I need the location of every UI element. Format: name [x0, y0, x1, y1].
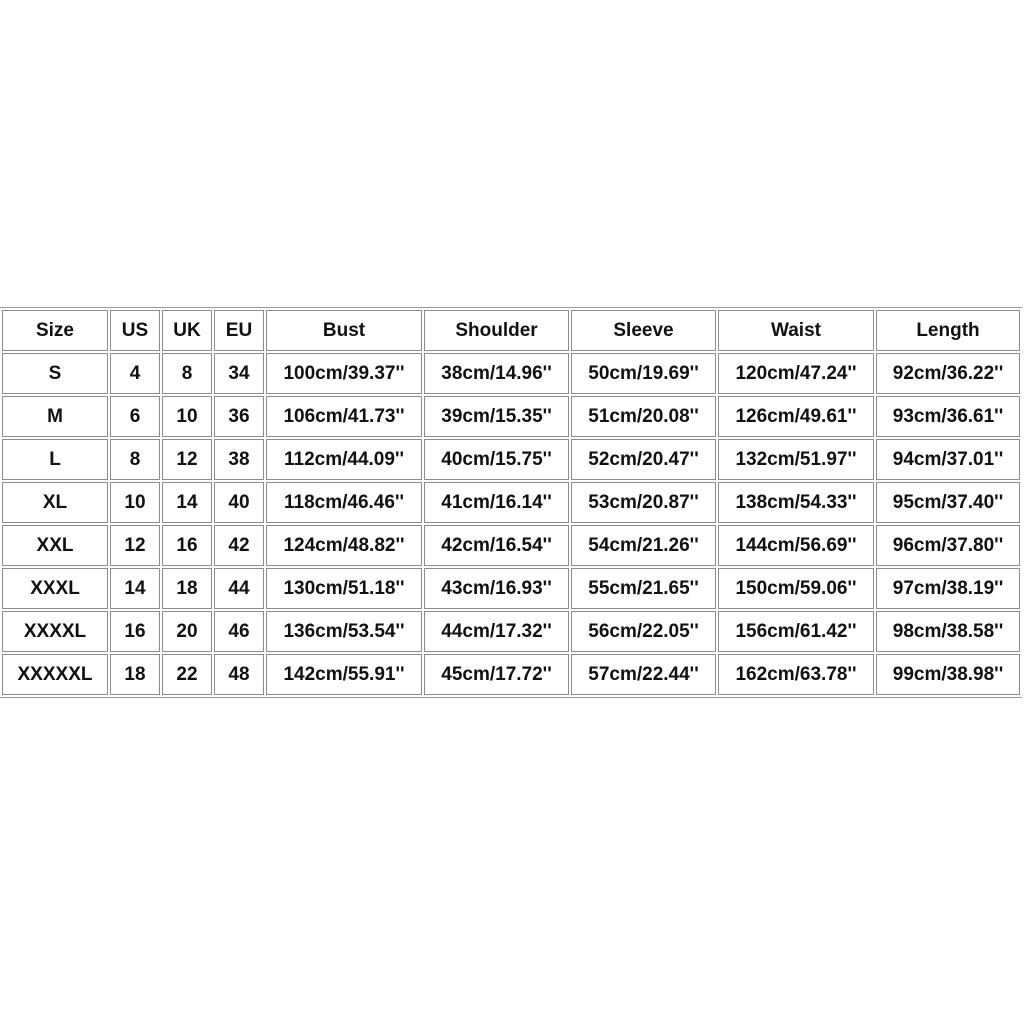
cell-bust: 118cm/46.46'' — [266, 482, 422, 523]
cell-bust: 142cm/55.91'' — [266, 654, 422, 695]
cell-bust: 136cm/53.54'' — [266, 611, 422, 652]
header-cell-size: Size — [2, 310, 108, 351]
cell-sleeve: 51cm/20.08'' — [571, 396, 716, 437]
cell-length: 94cm/37.01'' — [876, 439, 1020, 480]
cell-eu: 36 — [214, 396, 264, 437]
cell-sleeve: 53cm/20.87'' — [571, 482, 716, 523]
cell-eu: 48 — [214, 654, 264, 695]
table-row — [2, 482, 1020, 523]
cell-shoulder: 38cm/14.96'' — [424, 353, 569, 394]
cell-waist: 120cm/47.24'' — [718, 353, 874, 394]
cell-eu: 44 — [214, 568, 264, 609]
cell-shoulder: 44cm/17.32'' — [424, 611, 569, 652]
cell-uk: 12 — [162, 439, 212, 480]
cell-sleeve: 50cm/19.69'' — [571, 353, 716, 394]
cell-waist: 144cm/56.69'' — [718, 525, 874, 566]
cell-shoulder: 41cm/16.14'' — [424, 482, 569, 523]
header-cell-bust: Bust — [266, 310, 422, 351]
table-row — [2, 353, 1020, 394]
cell-size: XXL — [2, 525, 108, 566]
cell-sleeve: 54cm/21.26'' — [571, 525, 716, 566]
cell-size: S — [2, 353, 108, 394]
cell-us: 14 — [110, 568, 160, 609]
cell-us: 10 — [110, 482, 160, 523]
table-row — [2, 568, 1020, 609]
cell-shoulder: 40cm/15.75'' — [424, 439, 569, 480]
cell-sleeve: 57cm/22.44'' — [571, 654, 716, 695]
cell-eu: 40 — [214, 482, 264, 523]
cell-size: XXXXL — [2, 611, 108, 652]
cell-bust: 112cm/44.09'' — [266, 439, 422, 480]
header-cell-us: US — [110, 310, 160, 351]
cell-bust: 124cm/48.82'' — [266, 525, 422, 566]
cell-length: 92cm/36.22'' — [876, 353, 1020, 394]
cell-size: M — [2, 396, 108, 437]
header-cell-length: Length — [876, 310, 1020, 351]
cell-us: 18 — [110, 654, 160, 695]
cell-sleeve: 52cm/20.47'' — [571, 439, 716, 480]
cell-length: 95cm/37.40'' — [876, 482, 1020, 523]
header-row — [2, 310, 1020, 351]
cell-bust: 130cm/51.18'' — [266, 568, 422, 609]
cell-shoulder: 39cm/15.35'' — [424, 396, 569, 437]
cell-waist: 162cm/63.78'' — [718, 654, 874, 695]
cell-waist: 150cm/59.06'' — [718, 568, 874, 609]
cell-us: 6 — [110, 396, 160, 437]
cell-waist: 126cm/49.61'' — [718, 396, 874, 437]
cell-length: 97cm/38.19'' — [876, 568, 1020, 609]
table-row — [2, 611, 1020, 652]
cell-us: 16 — [110, 611, 160, 652]
cell-size: L — [2, 439, 108, 480]
cell-size: XXXL — [2, 568, 108, 609]
cell-uk: 14 — [162, 482, 212, 523]
cell-shoulder: 42cm/16.54'' — [424, 525, 569, 566]
table-row — [2, 396, 1020, 437]
size-chart-body — [2, 353, 1020, 695]
cell-waist: 138cm/54.33'' — [718, 482, 874, 523]
cell-waist: 132cm/51.97'' — [718, 439, 874, 480]
cell-uk: 18 — [162, 568, 212, 609]
cell-sleeve: 55cm/21.65'' — [571, 568, 716, 609]
table-row — [2, 439, 1020, 480]
cell-waist: 156cm/61.42'' — [718, 611, 874, 652]
cell-shoulder: 45cm/17.72'' — [424, 654, 569, 695]
cell-length: 98cm/38.58'' — [876, 611, 1020, 652]
cell-uk: 8 — [162, 353, 212, 394]
cell-eu: 42 — [214, 525, 264, 566]
header-cell-shoulder: Shoulder — [424, 310, 569, 351]
cell-uk: 10 — [162, 396, 212, 437]
cell-length: 93cm/36.61'' — [876, 396, 1020, 437]
header-cell-uk: UK — [162, 310, 212, 351]
cell-bust: 100cm/39.37'' — [266, 353, 422, 394]
cell-length: 96cm/37.80'' — [876, 525, 1020, 566]
cell-uk: 20 — [162, 611, 212, 652]
cell-us: 4 — [110, 353, 160, 394]
header-cell-waist: Waist — [718, 310, 874, 351]
cell-sleeve: 56cm/22.05'' — [571, 611, 716, 652]
table-row — [2, 525, 1020, 566]
header-cell-eu: EU — [214, 310, 264, 351]
cell-us: 12 — [110, 525, 160, 566]
cell-size: XL — [2, 482, 108, 523]
cell-size: XXXXXL — [2, 654, 108, 695]
cell-uk: 22 — [162, 654, 212, 695]
cell-shoulder: 43cm/16.93'' — [424, 568, 569, 609]
cell-eu: 46 — [214, 611, 264, 652]
cell-uk: 16 — [162, 525, 212, 566]
size-chart-table — [0, 307, 1022, 698]
header-cell-sleeve: Sleeve — [571, 310, 716, 351]
cell-eu: 34 — [214, 353, 264, 394]
table-row — [2, 654, 1020, 695]
cell-eu: 38 — [214, 439, 264, 480]
cell-us: 8 — [110, 439, 160, 480]
cell-length: 99cm/38.98'' — [876, 654, 1020, 695]
cell-bust: 106cm/41.73'' — [266, 396, 422, 437]
